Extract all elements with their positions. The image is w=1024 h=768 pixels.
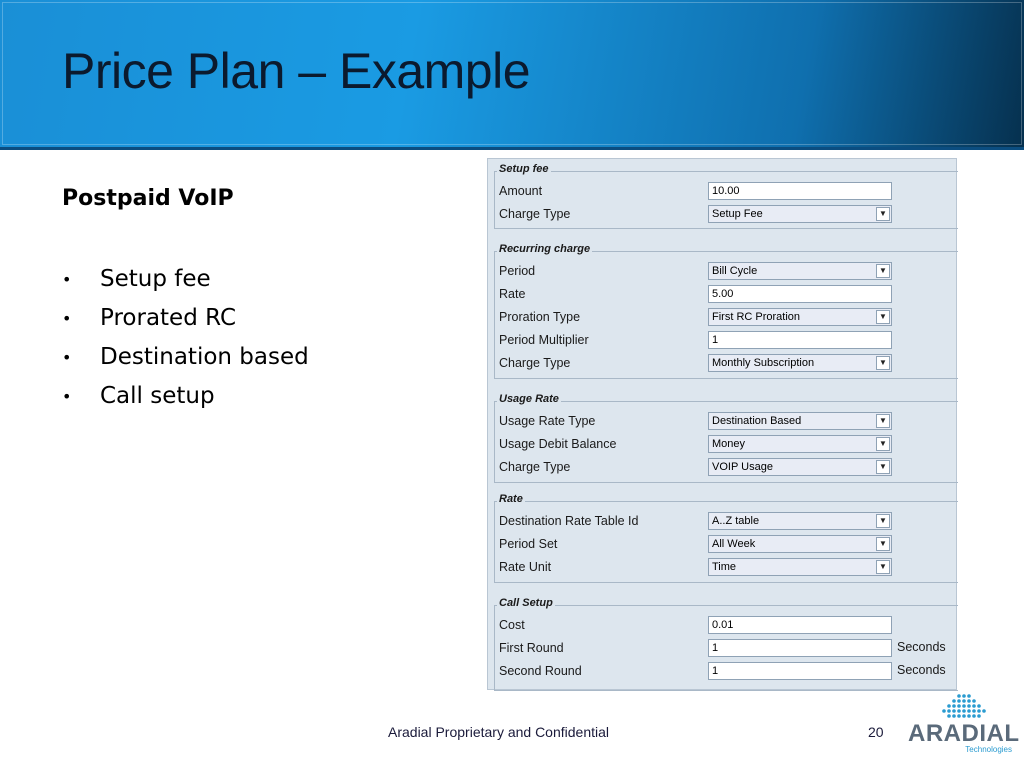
fieldset-legend: Usage Rate (499, 393, 559, 405)
period-set-row: Period Set All Week ▼ (495, 534, 958, 556)
rate-row: Rate 5.00 (495, 284, 958, 306)
setup-charge-type-row: Charge Type Setup Fee ▼ (495, 204, 958, 226)
setup-charge-type-select[interactable]: Setup Fee ▼ (708, 205, 892, 223)
chevron-down-icon[interactable]: ▼ (876, 514, 890, 528)
fieldset-legend: Setup fee (499, 163, 549, 175)
chevron-down-icon[interactable]: ▼ (876, 356, 890, 370)
bullet-dot: • (62, 309, 72, 328)
usage-rate-type-select[interactable]: Destination Based ▼ (708, 412, 892, 430)
recurring-charge-type-select[interactable]: Monthly Subscription ▼ (708, 354, 892, 372)
aradial-logo (908, 692, 1018, 762)
usage-charge-type-row: Charge Type VOIP Usage ▼ (495, 457, 958, 479)
chevron-down-icon[interactable]: ▼ (876, 460, 890, 474)
chevron-down-icon[interactable]: ▼ (876, 207, 890, 221)
bullet-dot: • (62, 348, 72, 367)
slide-header (0, 0, 1024, 150)
usage-charge-type-select[interactable]: VOIP Usage ▼ (708, 458, 892, 476)
usage-debit-balance-row: Usage Debit Balance Money ▼ (495, 434, 958, 456)
period-multiplier-input[interactable]: 1 (708, 331, 892, 349)
seconds-unit: Seconds (897, 663, 946, 677)
first-round-row: First Round 1 Seconds (499, 640, 946, 655)
usage-rate-type-row: Usage Rate Type Destination Based ▼ (495, 411, 958, 433)
period-select[interactable]: Bill Cycle ▼ (708, 262, 892, 280)
chevron-down-icon[interactable]: ▼ (876, 310, 890, 324)
chevron-down-icon[interactable]: ▼ (876, 437, 890, 451)
setup-fee-fieldset (494, 163, 958, 229)
second-round-input[interactable]: 1 (708, 662, 892, 680)
subheading: Postpaid VoIP (62, 186, 234, 211)
period-multiplier-row: Period Multiplier 1 (495, 330, 958, 352)
usage-debit-balance-select[interactable]: Money ▼ (708, 435, 892, 453)
logo-tagline: Technologies (965, 745, 1012, 754)
bullet-dot: • (62, 270, 72, 289)
chevron-down-icon[interactable]: ▼ (876, 264, 890, 278)
cost-row: Cost 0.01 (495, 615, 958, 637)
recurring-charge-type-row: Charge Type Monthly Subscription ▼ (495, 353, 958, 375)
amount-row: Amount 10.00 (495, 181, 958, 203)
rate-input[interactable]: 5.00 (708, 285, 892, 303)
fieldset-legend: Call Setup (499, 597, 553, 609)
page-number: 20 (868, 724, 884, 740)
recurring-charge-fieldset (494, 243, 958, 379)
period-row: Period Bill Cycle ▼ (495, 261, 958, 283)
fieldset-legend: Recurring charge (499, 243, 591, 255)
rate-fieldset (494, 493, 958, 583)
call-setup-fieldset (494, 597, 958, 691)
amount-input[interactable]: 10.00 (708, 182, 892, 200)
proration-type-select[interactable]: First RC Proration ▼ (708, 308, 892, 326)
chevron-down-icon[interactable]: ▼ (876, 560, 890, 574)
rate-unit-row: Rate Unit Time ▼ (495, 557, 958, 579)
chevron-down-icon[interactable]: ▼ (876, 414, 890, 428)
first-round-input[interactable]: 1 (708, 639, 892, 657)
period-set-select[interactable]: All Week ▼ (708, 535, 892, 553)
footer-confidential: Aradial Proprietary and Confidential (388, 724, 610, 740)
slide-title: Price Plan – Example (62, 43, 531, 99)
proration-type-row: Proration Type First RC Proration ▼ (495, 307, 958, 329)
usage-rate-fieldset (494, 393, 958, 483)
bullet-dot: • (62, 387, 72, 406)
second-round-row: Second Round 1 Seconds (499, 663, 946, 678)
destination-rate-table-row: Destination Rate Table Id A..Z table ▼ (495, 511, 958, 533)
seconds-unit: Seconds (897, 640, 946, 654)
rate-unit-select[interactable]: Time ▼ (708, 558, 892, 576)
fieldset-legend: Rate (499, 493, 523, 505)
logo-dots-icon (908, 692, 1018, 722)
price-plan-form (487, 158, 957, 690)
destination-rate-table-select[interactable]: A..Z table ▼ (708, 512, 892, 530)
logo-wordmark: ARADIAL (908, 720, 1020, 747)
cost-input[interactable]: 0.01 (708, 616, 892, 634)
chevron-down-icon[interactable]: ▼ (876, 537, 890, 551)
